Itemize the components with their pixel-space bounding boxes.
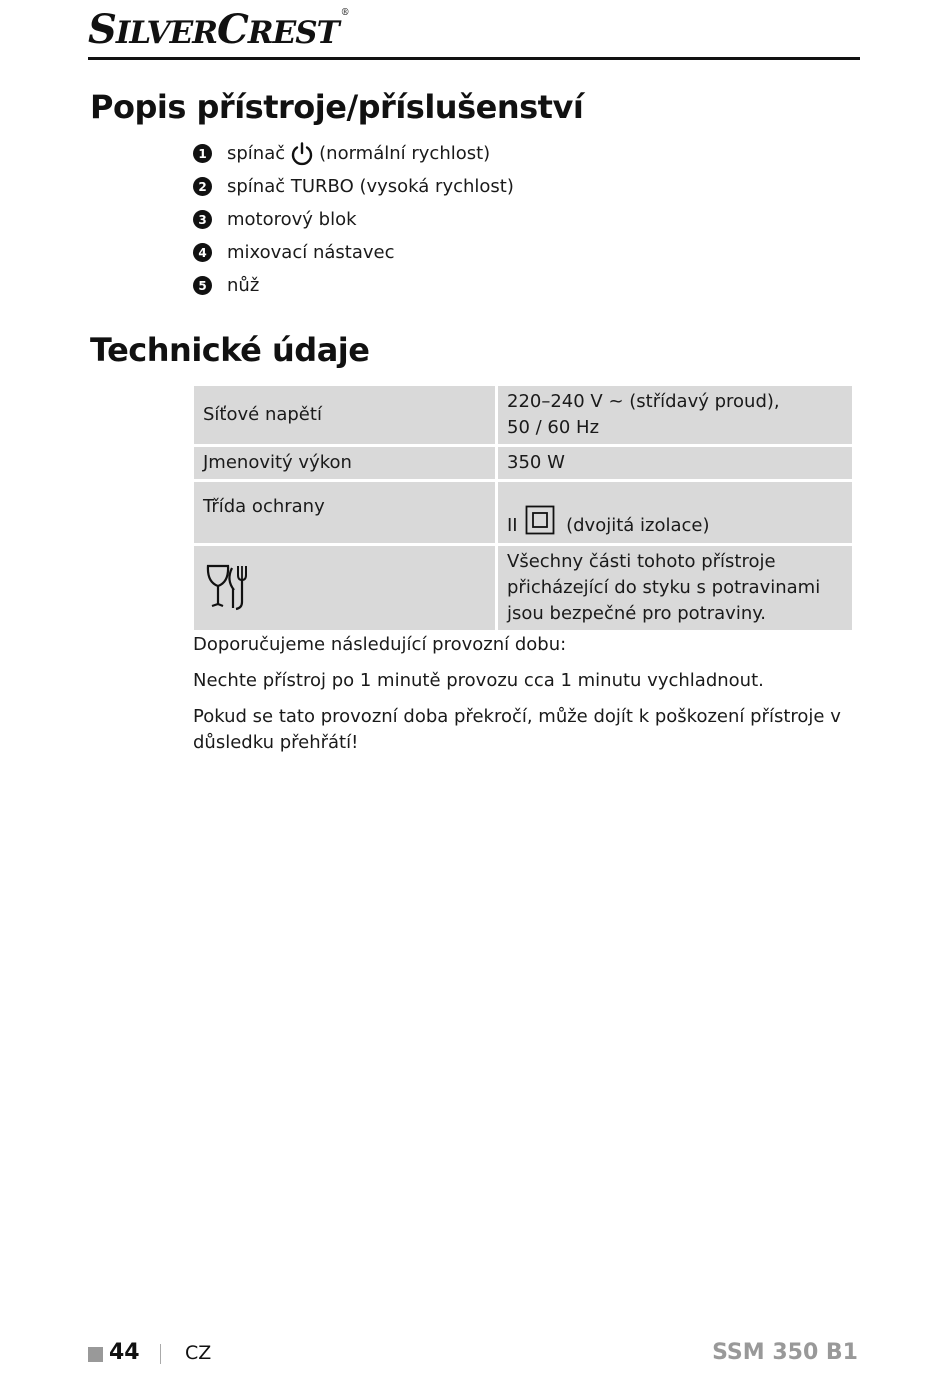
- item-label: spínač: [227, 143, 286, 164]
- table-row: [194, 386, 852, 444]
- operation-paragraph: Pokud se tato provozní doba překročí, může dojít k poškození přístroje v důsledku přehřátí!: [193, 706, 841, 753]
- power-icon: [289, 141, 315, 167]
- spec-value: [498, 482, 852, 543]
- list-item: [193, 236, 514, 269]
- page-footer: [88, 1340, 860, 1370]
- item-number: 3: [193, 210, 212, 229]
- section-title-technical: Technické údaje: [90, 331, 370, 369]
- spec-value: 350 W: [498, 447, 852, 479]
- item-number: 2: [193, 177, 212, 196]
- table-row: [194, 482, 852, 543]
- parts-list: [193, 137, 514, 302]
- item-label: (normální rychlost): [319, 143, 491, 164]
- spec-key: Síťové napětí: [194, 386, 495, 444]
- footer-divider: [160, 1344, 161, 1364]
- spec-key: [194, 546, 495, 630]
- spec-value-line: 50 / 60 Hz: [507, 417, 600, 438]
- spec-table: [191, 383, 855, 633]
- spec-value-line: 220–240 V ~ (střídavý proud),: [507, 391, 780, 412]
- footer-square-icon: [88, 1347, 103, 1362]
- list-item: [193, 269, 514, 302]
- list-item: [193, 137, 514, 170]
- page-number: 44: [109, 1340, 140, 1365]
- section-title-description: Popis přístroje/příslušenství: [90, 88, 584, 126]
- header-rule: [88, 57, 860, 60]
- list-item: [193, 203, 514, 236]
- spec-key: Třída ochrany: [194, 482, 495, 543]
- operation-paragraph: Nechte přístroj po 1 minutě provozu cca 1 minutu vychladnout.: [193, 670, 764, 691]
- spec-value: Všechny části tohoto přístroje přicházející do styku s potravinami jsou bezpečné pro potraviny.: [498, 546, 852, 630]
- item-label: spínač TURBO (vysoká rychlost): [227, 176, 514, 197]
- brand-logo: SILVERCREST®: [88, 6, 349, 53]
- food-safe-icon: [206, 562, 252, 614]
- model-number: SSM 350 B1: [712, 1340, 858, 1365]
- spec-value-prefix: II: [507, 515, 518, 536]
- spec-value: [498, 386, 852, 444]
- item-number: 4: [193, 243, 212, 262]
- item-label: mixovací nástavec: [227, 242, 395, 263]
- table-row: [194, 447, 852, 479]
- spec-value-suffix: (dvojitá izolace): [566, 515, 710, 536]
- list-item: [193, 170, 514, 203]
- item-number: 1: [193, 144, 212, 163]
- item-label: motorový blok: [227, 209, 357, 230]
- spec-key: Jmenovitý výkon: [194, 447, 495, 479]
- item-label: nůž: [227, 275, 260, 296]
- operation-paragraph: Doporučujeme následující provozní dobu:: [193, 634, 567, 655]
- double-insulation-icon: [525, 505, 555, 535]
- table-row: [194, 546, 852, 630]
- item-number: 5: [193, 276, 212, 295]
- language-code: CZ: [185, 1342, 212, 1364]
